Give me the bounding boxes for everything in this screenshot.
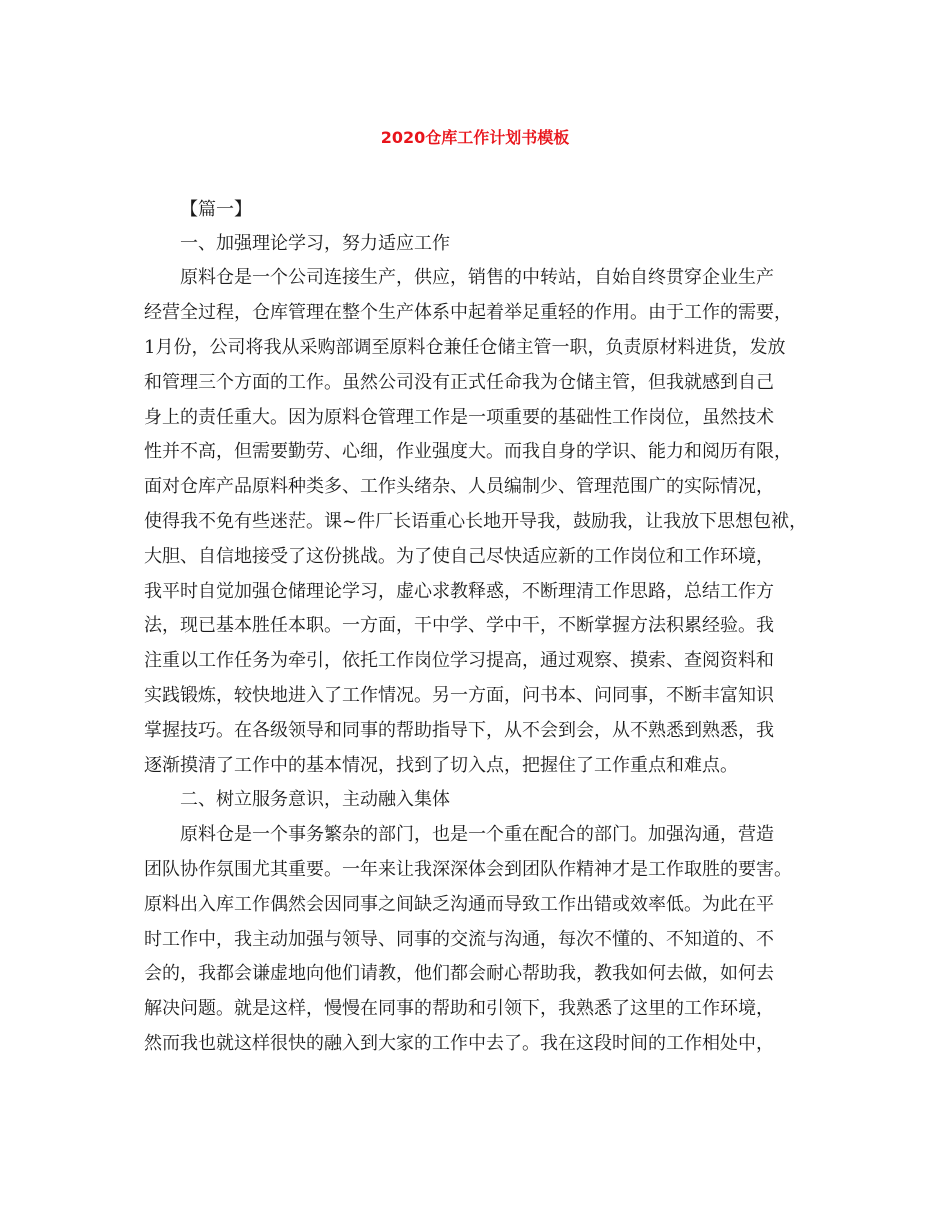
paragraph-line: 原料仓是一个事务繁杂的部门，也是一个重在配合的部门。加强沟通，营造 [180, 824, 774, 845]
document-title: 2020仓库工作计划书模板 [380, 128, 570, 147]
paragraph-line: 掌握技巧。在各级领导和同事的帮助指导下，从不会到会，从不熟悉到熟悉，我 [144, 720, 774, 741]
paragraph-line: 解决问题。就是这样，慢慢在同事的帮助和引领下，我熟悉了这里的工作环境， [144, 998, 774, 1019]
paragraph-line: 我平时自觉加强仓储理论学习，虚心求教释惑，不断理清工作思路，总结工作方 [144, 581, 774, 602]
paragraph-line: 和管理三个方面的工作。虽然公司没有正式任命我为仓储主管，但我就感到自己 [144, 372, 774, 393]
paragraph-line: 身上的责任重大。因为原料仓管理工作是一项重要的基础性工作岗位，虽然技术 [144, 407, 774, 428]
paragraph-line: 面对仓库产品原料种类多、工作头绪杂、人员编制少、管理范围广的实际情况， [144, 476, 774, 497]
paragraph-line: 性并不高，但需要勤劳、心细，作业强度大。而我自身的学识、能力和阅历有限， [144, 441, 792, 462]
paragraph-line: 经营全过程，仓库管理在整个生产体系中起着举足重轻的作用。由于工作的需要， [144, 302, 792, 323]
paragraph-line: 会的，我都会谦虚地向他们请教，他们都会耐心帮助我，教我如何去做，如何去 [144, 963, 774, 984]
paragraph-line: 1月份，公司将我从采购部调至原料仓兼任仓储主管一职，负责原材料进货，发放 [144, 337, 786, 358]
paragraph-line: 然而我也就这样很快的融入到大家的工作中去了。我在这段时间的工作相处中， [144, 1033, 774, 1054]
section-heading-1: 一、加强理论学习，努力适应工作 [180, 233, 450, 254]
paragraph-line: 原料出入库工作偶然会因同事之间缺乏沟通而导致工作出错或效率低。为此在平 [144, 894, 774, 915]
paragraph-line: 注重以工作任务为牵引，依托工作岗位学习提高，通过观察、摸索、查阅资料和 [144, 650, 774, 671]
paragraph-line: 实践锻炼，较快地进入了工作情况。另一方面，问书本、问同事，不断丰富知识 [144, 685, 774, 706]
section-heading-2: 二、树立服务意识，主动融入集体 [180, 789, 450, 810]
paragraph-line: 大胆、自信地接受了这份挑战。为了使自己尽快适应新的工作岗位和工作环境， [144, 546, 774, 567]
section-heading-part-one: 【篇一】 [180, 199, 252, 220]
paragraph-line: 时工作中，我主动加强与领导、同事的交流与沟通，每次不懂的、不知道的、不 [144, 929, 774, 950]
paragraph-line: 逐渐摸清了工作中的基本情况，找到了切入点，把握住了工作重点和难点。 [144, 755, 738, 776]
paragraph-line: 使得我不免有些迷茫。课~件厂长语重心长地开导我，鼓励我，让我放下思想包袱， [144, 511, 808, 532]
paragraph-line: 法，现已基本胜任本职。一方面，干中学、学中干，不断掌握方法积累经验。我 [144, 615, 774, 636]
paragraph-line: 原料仓是一个公司连接生产，供应，销售的中转站，自始自终贯穿企业生产 [180, 267, 774, 288]
paragraph-line: 团队协作氛围尤其重要。一年来让我深深体会到团队作精神才是工作取胜的要害。 [144, 859, 792, 880]
